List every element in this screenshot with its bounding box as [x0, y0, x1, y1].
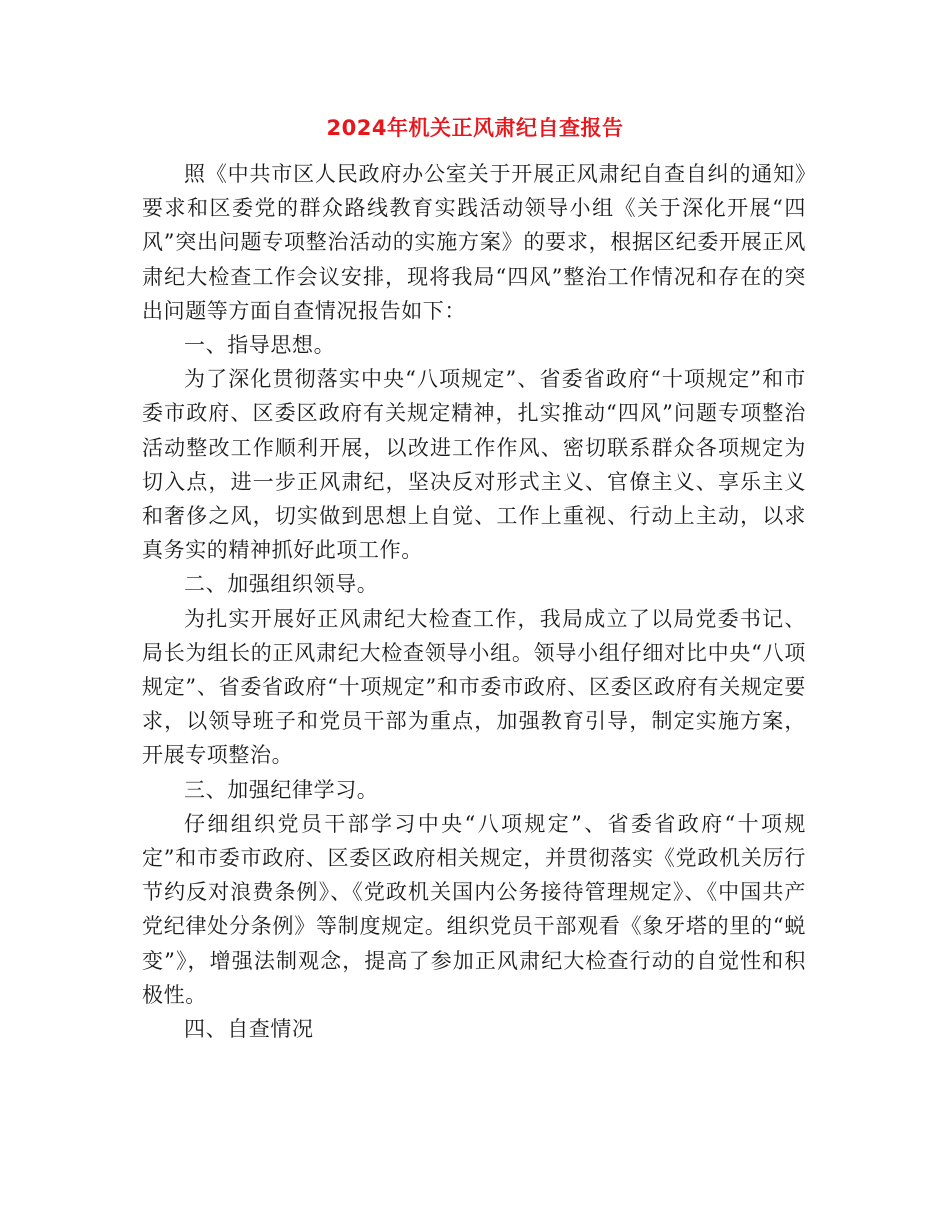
section-heading-guiding-thought: 一、指导思想。	[184, 333, 336, 358]
section-heading-organization: 二、加强组织领导。	[184, 572, 379, 597]
paragraph-discipline-study: 仔细组织党员干部学习中央“八项规定”、省委省政府“十项规定”和市委市政府、区委区政府相关规定，并贯彻落实《党政机关厉行节约反对浪费条例》、《党政机关国内公务接待管理规定》、《中国共产党纪律处分条例》等制度规定。组织党员干部观看《象牙塔的里的“蜕变”》，增强法制观念，提高了参加正风肃纪大检查行动的自觉性和积极性。	[142, 811, 806, 1007]
paragraph-intro: 照《中共市区人民政府办公室关于开展正风肃纪自查自纠的通知》要求和区委党的群众路线教育实践活动领导小组《关于深化开展“四风”突出问题专项整治活动的实施方案》的要求，根据区纪委开展正风肃纪大检查工作会议安排，现将我局“四风”整治工作情况和存在的突出问题等方面自查情况报告如下：	[142, 162, 806, 323]
document-body	[142, 157, 806, 1046]
document-title: 2024年机关正风肃纪自查报告	[326, 116, 624, 140]
section-heading-self-inspection: 四、自查情况	[184, 1017, 314, 1042]
section-heading-discipline-study: 三、加强纪律学习。	[184, 777, 379, 802]
paragraph-organization: 为扎实开展好正风肃纪大检查工作，我局成立了以局党委书记、局长为组长的正风肃纪大检查领导小组。领导小组仔细对比中央“八项规定”、省委省政府“十项规定”和市委市政府、区委区政府有关规定要求，以领导班子和党员干部为重点，加强教育引导，制定实施方案，开展专项整治。	[142, 606, 806, 768]
paragraph-guiding-thought: 为了深化贯彻落实中央“八项规定”、省委省政府“十项规定”和市委市政府、区委区政府有关规定精神，扎实推动“四风”问题专项整治活动整改工作顺利开展，以改进工作作风、密切联系群众各项规定为切入点，进一步正风肃纪，坚决反对形式主义、官僚主义、享乐主义和奢侈之风，切实做到思想上自觉、工作上重视、行动上主动，以求真务实的精神抓好此项工作。	[142, 367, 806, 563]
